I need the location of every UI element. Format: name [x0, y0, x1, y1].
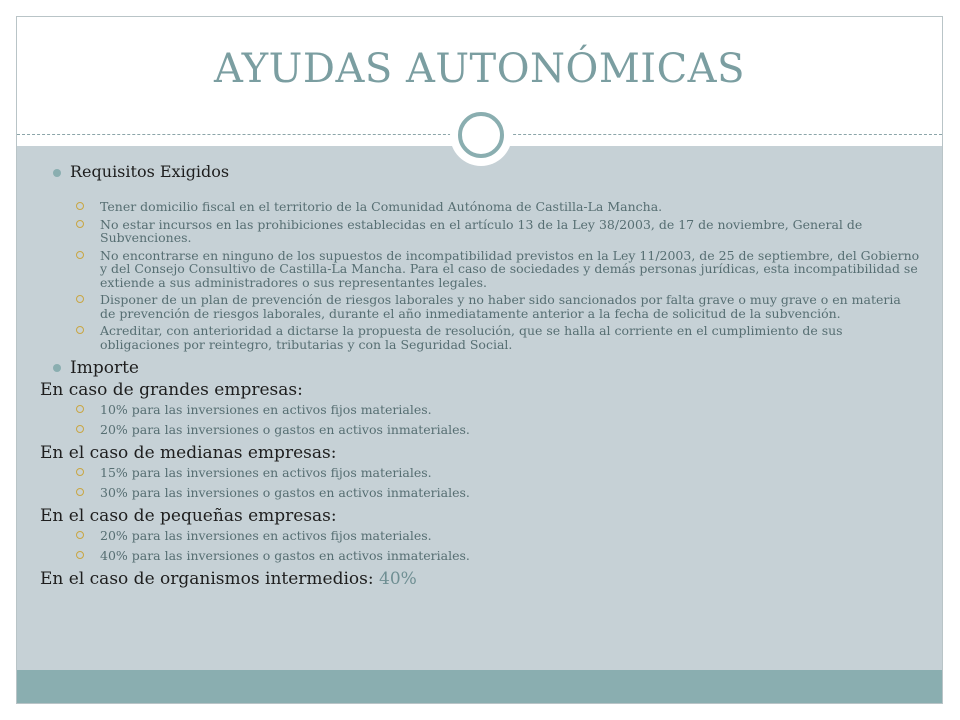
medianas-list: [40, 466, 920, 499]
ring-bullet-icon: [76, 202, 84, 210]
bullet-importe: [40, 357, 920, 379]
ring-bullet-icon: [76, 488, 84, 496]
list-item: Acreditar, con anterioridad a dictarse la propuesta de resolución, que se halla al corriente en el cumplimiento de sus obligaciones por reintegro, tributarias y con la Seguridad Social.: [40, 324, 920, 351]
ring-bullet-icon: [76, 551, 84, 559]
ring-bullet-icon: [76, 251, 84, 259]
ring-bullet-icon: [76, 295, 84, 303]
slide-body: [40, 160, 920, 590]
list-item: 20% para las inversiones o gastos en activos inmateriales.: [40, 423, 920, 437]
grandes-heading: En caso de grandes empresas:: [40, 380, 303, 400]
ring-bullet-icon: [76, 220, 84, 228]
list-item: No estar incursos en las prohibiciones establecidas en el artículo 13 de la Ley 38/2003, de 17 de noviembre, General de Subvenciones.: [40, 218, 920, 245]
importe-label: Importe: [70, 358, 139, 378]
list-item: 30% para las inversiones o gastos en activos inmateriales.: [40, 486, 920, 500]
requisitos-label: Requisitos Exigidos: [70, 162, 230, 181]
pequenas-list: [40, 529, 920, 562]
list-item: 40% para las inversiones o gastos en activos inmateriales.: [40, 549, 920, 563]
ring-bullet-icon: [76, 425, 84, 433]
list-item: 10% para las inversiones en activos fijos materiales.: [40, 403, 920, 417]
medianas-heading: En el caso de medianas empresas:: [40, 443, 337, 463]
ring-bullet-icon: [76, 405, 84, 413]
slide-title: AYUDAS AUTONÓMICAS: [214, 46, 745, 92]
list-item: Tener domicilio fiscal en el territorio de la Comunidad Autónoma de Castilla-La Mancha.: [40, 200, 920, 214]
grandes-list: [40, 403, 920, 436]
pequenas-heading: En el caso de pequeñas empresas:: [40, 506, 337, 526]
list-item: Disponer de un plan de prevención de riesgos laborales y no haber sido sancionados por falta grave o muy grave o en materia de prevención de riesgos laborales, durante el año inmediatamente anterior a la fecha de solicitud de la subvención.: [40, 293, 920, 320]
requisitos-list: [40, 200, 920, 351]
ring-bullet-icon: [76, 468, 84, 476]
list-item: No encontrarse en ninguno de los supuestos de incompatibilidad previstos en la Ley 11/2003, de 25 de septiembre, del Gobierno y del Consejo Consultivo de Castilla-La Mancha. Para el caso de sociedades y demás personas jurídicas, esta incompatibilidad se extiende a sus administradores o sus representantes legales.: [40, 249, 920, 290]
organismos-value: 40%: [379, 569, 417, 589]
ring-bullet-icon: [76, 531, 84, 539]
bullet-requisitos: [40, 162, 920, 182]
footer-bar: [17, 670, 942, 703]
circle-ornament-icon: [458, 112, 504, 158]
organismos-row: [40, 568, 920, 590]
organismos-heading: En el caso de organismos intermedios:: [40, 569, 374, 589]
ring-bullet-icon: [76, 326, 84, 334]
list-item: 20% para las inversiones en activos fijos materiales.: [40, 529, 920, 543]
list-item: 15% para las inversiones en activos fijos materiales.: [40, 466, 920, 480]
